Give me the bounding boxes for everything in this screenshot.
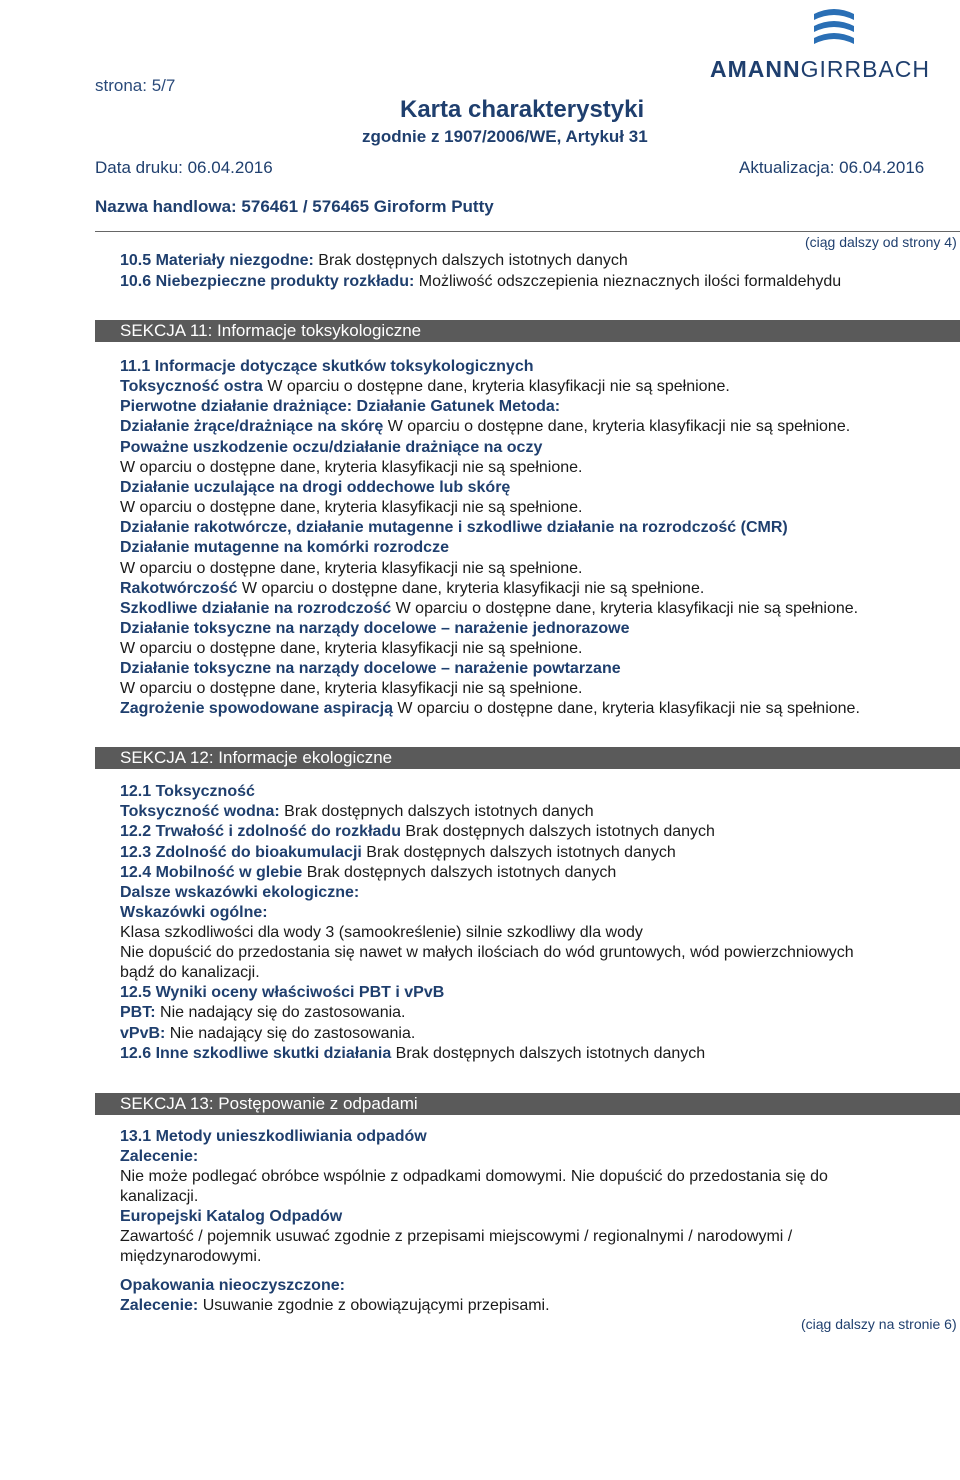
trade-name: Nazwa handlowa: 576461 / 576465 Giroform Putty bbox=[95, 197, 494, 216]
sec12-aquatic-toxicity: Toksyczność wodna: Brak dostępnych dalszych istotnych danych bbox=[120, 803, 594, 820]
sec12-groundwater-line-1: Nie dopuścić do przedostania się nawet w małych ilościach do wód gruntowych, wód powierzchniowych bbox=[120, 944, 854, 961]
sec13-uncleaned-packaging: Opakowania nieoczyszczone: bbox=[120, 1277, 345, 1294]
sec12-water-hazard-class: Klasa szkodliwości dla wody 3 (samookreślenie) silnie szkodliwy dla wody bbox=[120, 924, 643, 941]
sec11-stot-single-value: W oparciu o dostępne dane, kryteria klasyfikacji nie są spełnione. bbox=[120, 640, 583, 657]
sec12-further-eco: Dalsze wskazówki ekologiczne: bbox=[120, 884, 360, 901]
sec13-ewc-heading: Europejski Katalog Odpadów bbox=[120, 1208, 343, 1225]
sec13-ewc-line-2: międzynarodowymi. bbox=[120, 1248, 262, 1265]
sec13-recommendation-label: Zalecenie: bbox=[120, 1148, 199, 1165]
sec11-acute-toxicity: Toksyczność ostra W oparciu o dostępne dane, kryteria klasyfikacji nie są spełnione. bbox=[120, 378, 730, 395]
sec12-vpvb: vPvB: Nie nadający się do zastosowania. bbox=[120, 1025, 416, 1042]
update-date: Aktualizacja: 06.04.2016 bbox=[739, 158, 925, 177]
continued-from-note: (ciąg dalszy od strony 4) bbox=[805, 234, 957, 250]
sec12-heading: 12.1 Toksyczność bbox=[120, 783, 255, 800]
sec11-stot-repeated: Działanie toksyczne na narządy docelowe – narażenie powtarzane bbox=[120, 660, 621, 677]
company-logo-text: AMANNGIRRBACH bbox=[710, 56, 931, 82]
print-date: Data druku: 06.04.2016 bbox=[95, 158, 273, 177]
sec13-heading: 13.1 Metody unieszkodliwiania odpadów bbox=[120, 1128, 427, 1145]
sec11-germ-cell: Działanie mutagenne na komórki rozrodcze bbox=[120, 539, 449, 556]
sec13-packaging-recommendation: Zalecenie: Usuwanie zgodnie z obowiązującymi przepisami. bbox=[120, 1297, 550, 1314]
sec11-stot-repeated-value: W oparciu o dostępne dane, kryteria klasyfikacji nie są spełnione. bbox=[120, 680, 583, 697]
sec13-ewc-line-1: Zawartość / pojemnik usuwać zgodnie z przepisami miejscowymi / regionalnymi / narodowymi / bbox=[120, 1228, 793, 1245]
section-11-title: SEKCJA 11: Informacje toksykologiczne bbox=[120, 321, 422, 340]
sec12-general-notes: Wskazówki ogólne: bbox=[120, 904, 268, 921]
sec12-bioaccumulation: 12.3 Zdolność do bioakumulacji Brak dostępnych dalszych istotnych danych bbox=[120, 844, 676, 861]
sec11-sensitisation-value: W oparciu o dostępne dane, kryteria klasyfikacji nie są spełnione. bbox=[120, 499, 583, 516]
page-number: strona: 5/7 bbox=[95, 76, 176, 95]
section-13-title: SEKCJA 13: Postępowanie z odpadami bbox=[120, 1094, 418, 1113]
sec11-stot-single: Działanie toksyczne na narządy docelowe – narażenie jednorazowe bbox=[120, 620, 630, 637]
sec12-pbt: PBT: Nie nadający się do zastosowania. bbox=[120, 1004, 406, 1021]
sec11-aspiration: Zagrożenie spowodowane aspiracją W oparciu o dostępne dane, kryteria klasyfikacji nie są spełnione. bbox=[120, 700, 860, 717]
sec12-mobility: 12.4 Mobilność w glebie Brak dostępnych dalszych istotnych danych bbox=[120, 864, 617, 881]
document-subtitle: zgodnie z 1907/2006/WE, Artykuł 31 bbox=[362, 127, 648, 146]
sec11-skin-corrosion: Działanie żrące/drażniące na skórę W oparciu o dostępne dane, kryteria klasyfikacji nie są spełnione. bbox=[120, 418, 851, 435]
section-12-bar bbox=[95, 747, 960, 769]
sec12-groundwater-line-2: bądź do kanalizacji. bbox=[120, 964, 260, 981]
section-12-title: SEKCJA 12: Informacje ekologiczne bbox=[120, 748, 393, 767]
sec13-recommendation-line-2: kanalizacji. bbox=[120, 1188, 199, 1205]
document-title: Karta charakterystyki bbox=[400, 96, 645, 123]
sec11-cmr: Działanie rakotwórcze, działanie mutagenne i szkodliwe działanie na rozrodczość (CMR) bbox=[120, 519, 788, 536]
sec11-reproductive: Szkodliwe działanie na rozrodczość W oparciu o dostępne dane, kryteria klasyfikacji nie są spełnione. bbox=[120, 600, 859, 617]
sec11-sensitisation: Działanie uczulające na drogi oddechowe lub skórę bbox=[120, 479, 511, 496]
sec11-eye-damage-value: W oparciu o dostępne dane, kryteria klasyfikacji nie są spełnione. bbox=[120, 459, 583, 476]
continued-to-note: (ciąg dalszy na stronie 6) bbox=[801, 1316, 957, 1332]
sec11-primary-irritation: Pierwotne działanie drażniące: Działanie Gatunek Metoda: bbox=[120, 398, 561, 415]
section-11-bar bbox=[95, 320, 960, 342]
logo-mark-icon bbox=[812, 4, 856, 50]
sec11-heading: 11.1 Informacje dotyczące skutków toksykologicznych bbox=[120, 358, 534, 375]
sec10-line-5: 10.5 Materiały niezgodne: Brak dostępnych dalszych istotnych danych bbox=[120, 252, 628, 269]
sec12-other-effects: 12.6 Inne szkodliwe skutki działania Brak dostępnych dalszych istotnych danych bbox=[120, 1045, 706, 1062]
sec13-recommendation-line-1: Nie może podlegać obróbce wspólnie z odpadkami domowymi. Nie dopuścić do przedostania się do bbox=[120, 1168, 828, 1185]
sec11-germ-cell-value: W oparciu o dostępne dane, kryteria klasyfikacji nie są spełnione. bbox=[120, 560, 583, 577]
sec12-pbt-heading: 12.5 Wyniki oceny właściwości PBT i vPvB bbox=[120, 984, 445, 1001]
sec10-line-6: 10.6 Niebezpieczne produkty rozkładu: Możliwość odszczepienia nieznacznych ilości formaldehydu bbox=[120, 273, 842, 290]
sec11-eye-damage: Poważne uszkodzenie oczu/działanie drażniące na oczy bbox=[120, 439, 543, 456]
sec11-carcinogenicity: Rakotwórczość W oparciu o dostępne dane, kryteria klasyfikacji nie są spełnione. bbox=[120, 580, 705, 597]
section-13-bar bbox=[95, 1093, 960, 1115]
sec12-persistence: 12.2 Trwałość i zdolność do rozkładu Brak dostępnych dalszych istotnych danych bbox=[120, 823, 715, 840]
header-divider bbox=[95, 231, 960, 232]
